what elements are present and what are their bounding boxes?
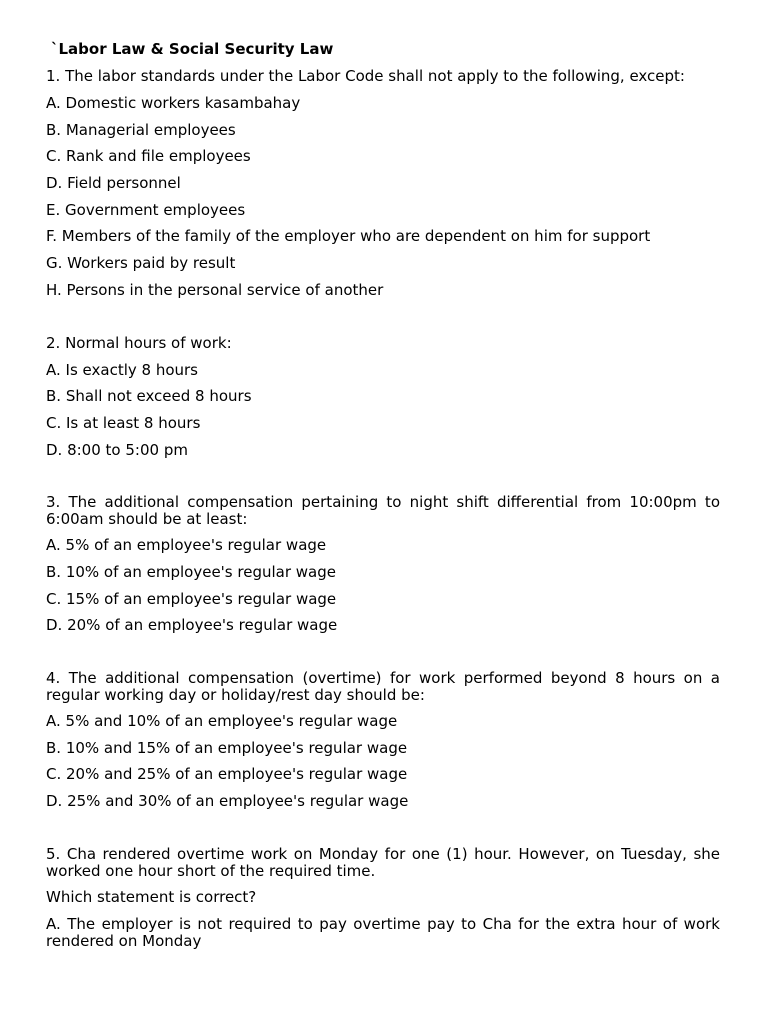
- spacer: [46, 468, 720, 494]
- question-3: [46, 494, 720, 634]
- option-c: C. Rank and file employees: [46, 147, 251, 166]
- option-c: C. 15% of an employee's regular wage: [46, 589, 337, 608]
- option-c: C. Is at least 8 hours: [46, 413, 201, 432]
- option-d: D. Field personnel: [46, 174, 181, 193]
- option-e: E. Government employees: [46, 200, 246, 219]
- question-text: 3. The additional compensation pertaining to night shift differential from 10:00pm to 6:00am should be at least:: [46, 493, 720, 529]
- question-1: [46, 68, 720, 299]
- question-prompt: Which statement is correct?: [46, 887, 257, 906]
- question-text: 5. Cha rendered overtime work on Monday for one (1) hour. However, on Tuesday, she worked one hour short of the required time.: [46, 844, 720, 880]
- question-4: [46, 670, 720, 810]
- option-a: A. Is exactly 8 hours: [46, 360, 198, 379]
- option-b: B. Shall not exceed 8 hours: [46, 387, 252, 406]
- option-a: A. Domestic workers kasambahay: [46, 94, 301, 112]
- option-d: D. 25% and 30% of an employee's regular wage: [46, 792, 409, 811]
- question-text: 4. The additional compensation (overtime) for work performed beyond 8 hours on a regular working day or holiday/rest day should be:: [46, 669, 720, 704]
- option-d: D. 8:00 to 5:00 pm: [46, 440, 188, 459]
- question-2: [46, 335, 720, 459]
- question-text: 2. Normal hours of work:: [46, 333, 232, 352]
- document-title: `Labor Law & Social Security Law: [51, 40, 334, 58]
- option-g: G. Workers paid by result: [46, 254, 236, 273]
- option-a: A. 5% and 10% of an employee's regular wage: [46, 712, 398, 730]
- option-c: C. 20% and 25% of an employee's regular wage: [46, 765, 408, 784]
- option-f: F. Members of the family of the employer who are dependent on him for support: [46, 227, 651, 246]
- spacer: [46, 820, 720, 846]
- option-b: B. 10% of an employee's regular wage: [46, 562, 336, 581]
- spacer: [46, 309, 720, 335]
- option-b: B. Managerial employees: [46, 120, 236, 139]
- document-page: [46, 41, 720, 959]
- option-a: A. 5% of an employee's regular wage: [46, 536, 327, 555]
- question-text: 1. The labor standards under the Labor Code shall not apply to the following, except:: [46, 67, 685, 85]
- question-5: [46, 846, 720, 950]
- spacer: [46, 644, 720, 670]
- option-h: H. Persons in the personal service of another: [46, 280, 384, 299]
- option-d: D. 20% of an employee's regular wage: [46, 616, 338, 635]
- option-b: B. 10% and 15% of an employee's regular wage: [46, 738, 408, 757]
- option-a: A. The employer is not required to pay overtime pay to Cha for the extra hour of work rendered on Monday: [46, 914, 720, 950]
